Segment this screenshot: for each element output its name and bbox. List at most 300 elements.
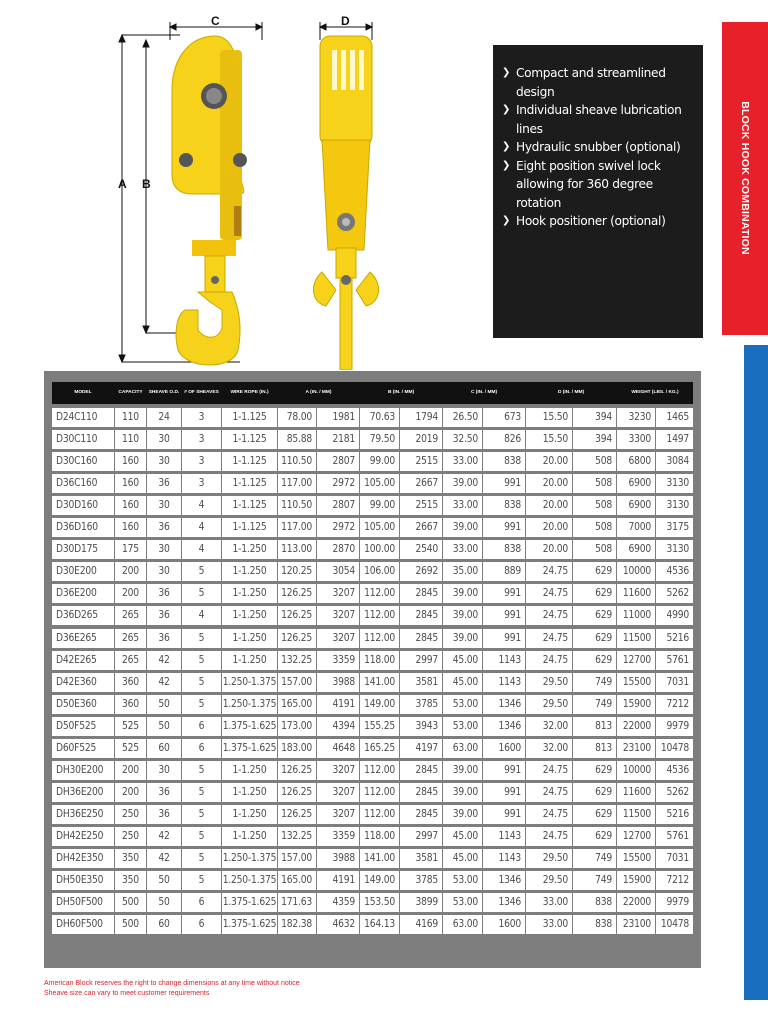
cell-c-mm: 1346 bbox=[483, 695, 525, 714]
cell-c-mm: 1346 bbox=[483, 717, 525, 736]
cell-num-sheaves: 6 bbox=[182, 739, 221, 758]
cell-b-in: 164.13 bbox=[360, 915, 399, 934]
cell-model: D42E360 bbox=[52, 673, 114, 692]
cell-a-mm: 4632 bbox=[317, 915, 359, 934]
cell-capacity: 350 bbox=[115, 849, 146, 868]
cell-weight-lbs: 22000 bbox=[617, 717, 655, 736]
cell-b-mm: 2667 bbox=[400, 518, 442, 537]
cell-b-in: 112.00 bbox=[360, 606, 399, 625]
cell-a-mm: 3207 bbox=[317, 629, 359, 648]
cell-b-in: 112.00 bbox=[360, 629, 399, 648]
cell-weight-lbs: 11600 bbox=[617, 584, 655, 603]
cell-weight-lbs: 10000 bbox=[617, 562, 655, 581]
cell-a-in: 110.50 bbox=[278, 452, 316, 471]
cell-a-mm: 4648 bbox=[317, 739, 359, 758]
dimension-label-b: B bbox=[142, 177, 151, 191]
cell-wire-rope: 1-1.125 bbox=[222, 408, 277, 427]
cell-a-mm: 3207 bbox=[317, 584, 359, 603]
cell-a-in: 182.38 bbox=[278, 915, 316, 934]
cell-a-in: 157.00 bbox=[278, 849, 316, 868]
cell-weight-kg: 7031 bbox=[656, 849, 693, 868]
cell-a-mm: 3207 bbox=[317, 606, 359, 625]
cell-wire-rope: 1-1.250 bbox=[222, 827, 277, 846]
cell-weight-kg: 5761 bbox=[656, 651, 693, 670]
table-row bbox=[52, 474, 693, 493]
cell-weight-kg: 3084 bbox=[656, 452, 693, 471]
table-row bbox=[52, 849, 693, 868]
cell-d-mm: 813 bbox=[573, 717, 616, 736]
specifications-table bbox=[44, 371, 701, 968]
cell-num-sheaves: 4 bbox=[182, 496, 221, 515]
cell-c-mm: 1143 bbox=[483, 673, 525, 692]
cell-c-in: 39.00 bbox=[443, 584, 482, 603]
cell-d-mm: 508 bbox=[573, 452, 616, 471]
cell-b-in: 99.00 bbox=[360, 452, 399, 471]
cell-b-mm: 2515 bbox=[400, 496, 442, 515]
cell-b-mm: 3785 bbox=[400, 871, 442, 890]
cell-a-in: 183.00 bbox=[278, 739, 316, 758]
table-row bbox=[52, 452, 693, 471]
cell-wire-rope: 1-1.250 bbox=[222, 651, 277, 670]
cell-sheave-od: 24 bbox=[147, 408, 181, 427]
cell-b-mm: 3943 bbox=[400, 717, 442, 736]
cell-a-in: 126.25 bbox=[278, 805, 316, 824]
cell-weight-lbs: 15900 bbox=[617, 871, 655, 890]
feature-item bbox=[501, 157, 695, 213]
cell-wire-rope: 1-1.125 bbox=[222, 430, 277, 449]
cell-num-sheaves: 4 bbox=[182, 518, 221, 537]
cell-capacity: 110 bbox=[115, 408, 146, 427]
cell-a-in: 165.00 bbox=[278, 695, 316, 714]
cell-d-in: 24.75 bbox=[526, 761, 572, 780]
table-row bbox=[52, 673, 693, 692]
cell-b-in: 99.00 bbox=[360, 496, 399, 515]
cell-capacity: 250 bbox=[115, 805, 146, 824]
cell-num-sheaves: 5 bbox=[182, 695, 221, 714]
cell-c-in: 26.50 bbox=[443, 408, 482, 427]
cell-num-sheaves: 6 bbox=[182, 893, 221, 912]
cell-c-mm: 1143 bbox=[483, 827, 525, 846]
cell-b-mm: 2845 bbox=[400, 629, 442, 648]
cell-c-in: 39.00 bbox=[443, 474, 482, 493]
cell-d-mm: 629 bbox=[573, 562, 616, 581]
hook-block-illustration bbox=[110, 10, 500, 370]
cell-b-in: 149.00 bbox=[360, 871, 399, 890]
cell-model: D60F525 bbox=[52, 739, 114, 758]
cell-a-mm: 2807 bbox=[317, 452, 359, 471]
cell-d-mm: 508 bbox=[573, 474, 616, 493]
cell-c-in: 32.50 bbox=[443, 430, 482, 449]
cell-b-in: 105.00 bbox=[360, 474, 399, 493]
cell-d-in: 24.75 bbox=[526, 629, 572, 648]
cell-weight-kg: 9979 bbox=[656, 717, 693, 736]
cell-c-mm: 1143 bbox=[483, 849, 525, 868]
cell-a-mm: 3054 bbox=[317, 562, 359, 581]
cell-weight-kg: 3130 bbox=[656, 496, 693, 515]
feature-text: Hook positioner (optional) bbox=[516, 214, 666, 228]
cell-sheave-od: 42 bbox=[147, 673, 181, 692]
feature-text: Individual sheave lubrication bbox=[516, 103, 682, 117]
header-capacity: CAPACITY bbox=[118, 390, 143, 395]
cell-sheave-od: 36 bbox=[147, 629, 181, 648]
cell-num-sheaves: 5 bbox=[182, 849, 221, 868]
cell-c-mm: 991 bbox=[483, 783, 525, 802]
cell-c-mm: 991 bbox=[483, 761, 525, 780]
cell-weight-lbs: 6900 bbox=[617, 540, 655, 559]
cell-num-sheaves: 3 bbox=[182, 474, 221, 493]
cell-d-mm: 749 bbox=[573, 849, 616, 868]
cell-a-in: 132.25 bbox=[278, 651, 316, 670]
feature-text: allowing for 360 degree bbox=[516, 177, 653, 191]
header-b: B (IN. / MM) bbox=[387, 390, 415, 395]
feature-item bbox=[501, 64, 695, 101]
cell-wire-rope: 1-1.125 bbox=[222, 496, 277, 515]
cell-b-in: 141.00 bbox=[360, 849, 399, 868]
cell-b-in: 105.00 bbox=[360, 518, 399, 537]
cell-weight-kg: 4536 bbox=[656, 562, 693, 581]
cell-wire-rope: 1-1.125 bbox=[222, 474, 277, 493]
header-c: C (IN. / MM) bbox=[470, 390, 498, 395]
cell-weight-lbs: 23100 bbox=[617, 915, 655, 934]
cell-wire-rope: 1.250-1.375 bbox=[222, 849, 277, 868]
cell-c-in: 63.00 bbox=[443, 915, 482, 934]
cell-sheave-od: 36 bbox=[147, 805, 181, 824]
cell-sheave-od: 60 bbox=[147, 915, 181, 934]
cell-c-in: 33.00 bbox=[443, 540, 482, 559]
chevron-right-icon: ❯ bbox=[502, 159, 511, 171]
cell-d-mm: 629 bbox=[573, 651, 616, 670]
header-weight: WEIGHT (LBS. / KG.) bbox=[631, 390, 679, 395]
cell-model: D36D160 bbox=[52, 518, 114, 537]
cell-model: D36C160 bbox=[52, 474, 114, 493]
header-model: MODEL bbox=[74, 390, 92, 395]
cell-capacity: 200 bbox=[115, 783, 146, 802]
cell-a-mm: 3207 bbox=[317, 805, 359, 824]
cell-a-in: 157.00 bbox=[278, 673, 316, 692]
cell-a-in: 117.00 bbox=[278, 474, 316, 493]
cell-weight-kg: 5216 bbox=[656, 629, 693, 648]
cell-b-mm: 2845 bbox=[400, 805, 442, 824]
cell-weight-kg: 3130 bbox=[656, 540, 693, 559]
cell-weight-kg: 4536 bbox=[656, 761, 693, 780]
cell-c-in: 53.00 bbox=[443, 871, 482, 890]
cell-weight-lbs: 3230 bbox=[617, 408, 655, 427]
cell-d-in: 20.00 bbox=[526, 474, 572, 493]
cell-c-mm: 838 bbox=[483, 540, 525, 559]
cell-b-mm: 3899 bbox=[400, 893, 442, 912]
cell-sheave-od: 50 bbox=[147, 871, 181, 890]
cell-sheave-od: 42 bbox=[147, 849, 181, 868]
cell-b-mm: 3581 bbox=[400, 849, 442, 868]
cell-c-in: 33.00 bbox=[443, 452, 482, 471]
cell-num-sheaves: 5 bbox=[182, 629, 221, 648]
cell-d-in: 32.00 bbox=[526, 739, 572, 758]
cell-d-mm: 629 bbox=[573, 761, 616, 780]
cell-d-mm: 629 bbox=[573, 606, 616, 625]
cell-c-in: 45.00 bbox=[443, 849, 482, 868]
cell-model: D30D160 bbox=[52, 496, 114, 515]
cell-a-mm: 3207 bbox=[317, 761, 359, 780]
cell-d-in: 29.50 bbox=[526, 849, 572, 868]
cell-d-in: 24.75 bbox=[526, 606, 572, 625]
cell-capacity: 500 bbox=[115, 915, 146, 934]
feature-text: design bbox=[516, 84, 555, 99]
cell-d-mm: 508 bbox=[573, 496, 616, 515]
cell-c-mm: 991 bbox=[483, 474, 525, 493]
cell-weight-lbs: 3300 bbox=[617, 430, 655, 449]
cell-d-in: 29.50 bbox=[526, 673, 572, 692]
cell-capacity: 265 bbox=[115, 651, 146, 670]
cell-b-in: 70.63 bbox=[360, 408, 399, 427]
cell-sheave-od: 42 bbox=[147, 651, 181, 670]
cell-b-in: 153.50 bbox=[360, 893, 399, 912]
header-wire-rope: WIRE ROPE (IN.) bbox=[230, 390, 269, 395]
cell-model: DH36E200 bbox=[52, 783, 114, 802]
cell-c-in: 45.00 bbox=[443, 651, 482, 670]
feature-item bbox=[501, 138, 695, 157]
cell-num-sheaves: 4 bbox=[182, 606, 221, 625]
cell-weight-lbs: 11600 bbox=[617, 783, 655, 802]
cell-wire-rope: 1.250-1.375 bbox=[222, 695, 277, 714]
table-row bbox=[52, 496, 693, 515]
cell-capacity: 160 bbox=[115, 452, 146, 471]
cell-a-in: 78.00 bbox=[278, 408, 316, 427]
feature-text: Hydraulic snubber (optional) bbox=[516, 140, 681, 154]
cell-weight-kg: 10478 bbox=[656, 739, 693, 758]
cell-b-in: 79.50 bbox=[360, 430, 399, 449]
cell-model: DH30E200 bbox=[52, 761, 114, 780]
cell-b-mm: 2019 bbox=[400, 430, 442, 449]
cell-c-mm: 1600 bbox=[483, 915, 525, 934]
feature-text: Compact and streamlined bbox=[516, 66, 666, 80]
table-row bbox=[52, 915, 693, 934]
cell-c-mm: 991 bbox=[483, 518, 525, 537]
cell-num-sheaves: 5 bbox=[182, 827, 221, 846]
cell-capacity: 250 bbox=[115, 827, 146, 846]
cell-c-mm: 889 bbox=[483, 562, 525, 581]
table-header bbox=[52, 382, 693, 404]
cell-c-mm: 991 bbox=[483, 629, 525, 648]
cell-capacity: 265 bbox=[115, 629, 146, 648]
section-tab bbox=[722, 22, 768, 335]
cell-weight-lbs: 11000 bbox=[617, 606, 655, 625]
cell-num-sheaves: 5 bbox=[182, 562, 221, 581]
cell-b-mm: 2692 bbox=[400, 562, 442, 581]
table-row bbox=[52, 717, 693, 736]
cell-capacity: 200 bbox=[115, 562, 146, 581]
cell-model: D42E265 bbox=[52, 651, 114, 670]
cell-sheave-od: 36 bbox=[147, 474, 181, 493]
cell-b-mm: 2997 bbox=[400, 827, 442, 846]
cell-capacity: 265 bbox=[115, 606, 146, 625]
cell-weight-lbs: 7000 bbox=[617, 518, 655, 537]
cell-c-in: 35.00 bbox=[443, 562, 482, 581]
feature-item bbox=[501, 212, 695, 231]
feature-text: Eight position swivel lock bbox=[516, 158, 661, 173]
cell-weight-kg: 3130 bbox=[656, 474, 693, 493]
cell-capacity: 525 bbox=[115, 717, 146, 736]
table-row bbox=[52, 584, 693, 603]
cell-model: D36E265 bbox=[52, 629, 114, 648]
cell-model: DH42E250 bbox=[52, 827, 114, 846]
cell-weight-lbs: 10000 bbox=[617, 761, 655, 780]
cell-b-mm: 2540 bbox=[400, 540, 442, 559]
cell-wire-rope: 1.375-1.625 bbox=[222, 893, 277, 912]
cell-a-in: 126.25 bbox=[278, 629, 316, 648]
cell-a-mm: 1981 bbox=[317, 408, 359, 427]
cell-sheave-od: 30 bbox=[147, 761, 181, 780]
cell-model: DH50F500 bbox=[52, 893, 114, 912]
cell-b-in: 112.00 bbox=[360, 783, 399, 802]
cell-a-mm: 3207 bbox=[317, 783, 359, 802]
cell-weight-kg: 9979 bbox=[656, 893, 693, 912]
cell-sheave-od: 30 bbox=[147, 540, 181, 559]
cell-capacity: 200 bbox=[115, 761, 146, 780]
cell-a-mm: 2870 bbox=[317, 540, 359, 559]
cell-c-in: 39.00 bbox=[443, 606, 482, 625]
cell-weight-lbs: 15500 bbox=[617, 673, 655, 692]
cell-model: DH36E250 bbox=[52, 805, 114, 824]
cell-b-mm: 2845 bbox=[400, 584, 442, 603]
cell-model: D50F525 bbox=[52, 717, 114, 736]
cell-weight-kg: 4990 bbox=[656, 606, 693, 625]
cell-a-in: 117.00 bbox=[278, 518, 316, 537]
cell-a-in: 120.25 bbox=[278, 562, 316, 581]
cell-a-in: 126.25 bbox=[278, 783, 316, 802]
cell-sheave-od: 30 bbox=[147, 496, 181, 515]
cell-c-mm: 1346 bbox=[483, 871, 525, 890]
cell-capacity: 160 bbox=[115, 518, 146, 537]
cell-a-in: 126.25 bbox=[278, 761, 316, 780]
cell-a-in: 132.25 bbox=[278, 827, 316, 846]
cell-a-mm: 3988 bbox=[317, 673, 359, 692]
cell-d-mm: 749 bbox=[573, 673, 616, 692]
cell-d-mm: 629 bbox=[573, 629, 616, 648]
cell-a-mm: 4359 bbox=[317, 893, 359, 912]
cell-capacity: 110 bbox=[115, 430, 146, 449]
cell-d-in: 33.00 bbox=[526, 915, 572, 934]
cell-sheave-od: 30 bbox=[147, 430, 181, 449]
cell-b-mm: 4169 bbox=[400, 915, 442, 934]
cell-sheave-od: 36 bbox=[147, 518, 181, 537]
cell-d-in: 29.50 bbox=[526, 695, 572, 714]
dimension-label-d: D bbox=[341, 14, 350, 28]
cell-wire-rope: 1.250-1.375 bbox=[222, 871, 277, 890]
cell-c-mm: 991 bbox=[483, 606, 525, 625]
cell-c-mm: 673 bbox=[483, 408, 525, 427]
cell-weight-lbs: 6900 bbox=[617, 474, 655, 493]
cell-c-in: 53.00 bbox=[443, 695, 482, 714]
cell-num-sheaves: 5 bbox=[182, 761, 221, 780]
cell-wire-rope: 1.375-1.625 bbox=[222, 915, 277, 934]
table-row bbox=[52, 540, 693, 559]
cell-num-sheaves: 4 bbox=[182, 540, 221, 559]
cell-weight-kg: 1497 bbox=[656, 430, 693, 449]
cell-d-mm: 394 bbox=[573, 408, 616, 427]
cell-d-in: 24.75 bbox=[526, 562, 572, 581]
cell-d-in: 24.75 bbox=[526, 827, 572, 846]
cell-weight-kg: 3175 bbox=[656, 518, 693, 537]
cell-num-sheaves: 5 bbox=[182, 584, 221, 603]
cell-num-sheaves: 5 bbox=[182, 805, 221, 824]
cell-d-mm: 838 bbox=[573, 893, 616, 912]
cell-c-in: 33.00 bbox=[443, 496, 482, 515]
blue-side-bar bbox=[744, 345, 768, 1000]
cell-capacity: 500 bbox=[115, 893, 146, 912]
cell-num-sheaves: 3 bbox=[182, 452, 221, 471]
cell-model: D30D175 bbox=[52, 540, 114, 559]
cell-num-sheaves: 6 bbox=[182, 717, 221, 736]
cell-model: DH50E350 bbox=[52, 871, 114, 890]
cell-num-sheaves: 5 bbox=[182, 673, 221, 692]
table-row bbox=[52, 629, 693, 648]
table-row bbox=[52, 695, 693, 714]
cell-model: D30E200 bbox=[52, 562, 114, 581]
cell-c-mm: 1143 bbox=[483, 651, 525, 670]
features-panel bbox=[493, 45, 703, 338]
cell-d-mm: 508 bbox=[573, 518, 616, 537]
cell-d-mm: 838 bbox=[573, 915, 616, 934]
cell-capacity: 525 bbox=[115, 739, 146, 758]
cell-weight-lbs: 6900 bbox=[617, 496, 655, 515]
cell-d-in: 32.00 bbox=[526, 717, 572, 736]
cell-d-in: 24.75 bbox=[526, 805, 572, 824]
cell-d-in: 15.50 bbox=[526, 430, 572, 449]
cell-d-mm: 629 bbox=[573, 805, 616, 824]
table-row bbox=[52, 761, 693, 780]
cell-c-mm: 991 bbox=[483, 805, 525, 824]
cell-c-in: 39.00 bbox=[443, 518, 482, 537]
cell-d-mm: 629 bbox=[573, 584, 616, 603]
dimension-label-c: C bbox=[211, 14, 220, 28]
cell-sheave-od: 36 bbox=[147, 783, 181, 802]
cell-c-mm: 826 bbox=[483, 430, 525, 449]
table-row bbox=[52, 606, 693, 625]
cell-wire-rope: 1-1.250 bbox=[222, 805, 277, 824]
cell-weight-kg: 1465 bbox=[656, 408, 693, 427]
header-num-sheaves: # OF SHEAVES bbox=[184, 390, 219, 395]
dimension-label-a: A bbox=[118, 177, 127, 191]
cell-b-mm: 2845 bbox=[400, 783, 442, 802]
cell-b-mm: 2667 bbox=[400, 474, 442, 493]
cell-wire-rope: 1-1.250 bbox=[222, 783, 277, 802]
cell-d-in: 24.75 bbox=[526, 651, 572, 670]
cell-d-in: 20.00 bbox=[526, 452, 572, 471]
cell-c-mm: 1600 bbox=[483, 739, 525, 758]
table-row bbox=[52, 518, 693, 537]
chevron-right-icon: ❯ bbox=[502, 141, 511, 152]
section-tab-label: BLOCK HOOK COMBINATION bbox=[739, 101, 751, 255]
cell-a-in: 171.63 bbox=[278, 893, 316, 912]
cell-wire-rope: 1-1.125 bbox=[222, 452, 277, 471]
cell-b-in: 155.25 bbox=[360, 717, 399, 736]
table-row bbox=[52, 827, 693, 846]
cell-model: D24C110 bbox=[52, 408, 114, 427]
cell-c-in: 63.00 bbox=[443, 739, 482, 758]
cell-wire-rope: 1.250-1.375 bbox=[222, 673, 277, 692]
cell-d-in: 33.00 bbox=[526, 893, 572, 912]
cell-d-in: 24.75 bbox=[526, 584, 572, 603]
cell-weight-kg: 7212 bbox=[656, 695, 693, 714]
cell-weight-lbs: 6800 bbox=[617, 452, 655, 471]
cell-weight-lbs: 23100 bbox=[617, 739, 655, 758]
cell-model: DH42E350 bbox=[52, 849, 114, 868]
cell-b-in: 141.00 bbox=[360, 673, 399, 692]
cell-c-mm: 991 bbox=[483, 584, 525, 603]
cell-d-mm: 629 bbox=[573, 827, 616, 846]
cell-d-in: 15.50 bbox=[526, 408, 572, 427]
cell-c-in: 39.00 bbox=[443, 805, 482, 824]
